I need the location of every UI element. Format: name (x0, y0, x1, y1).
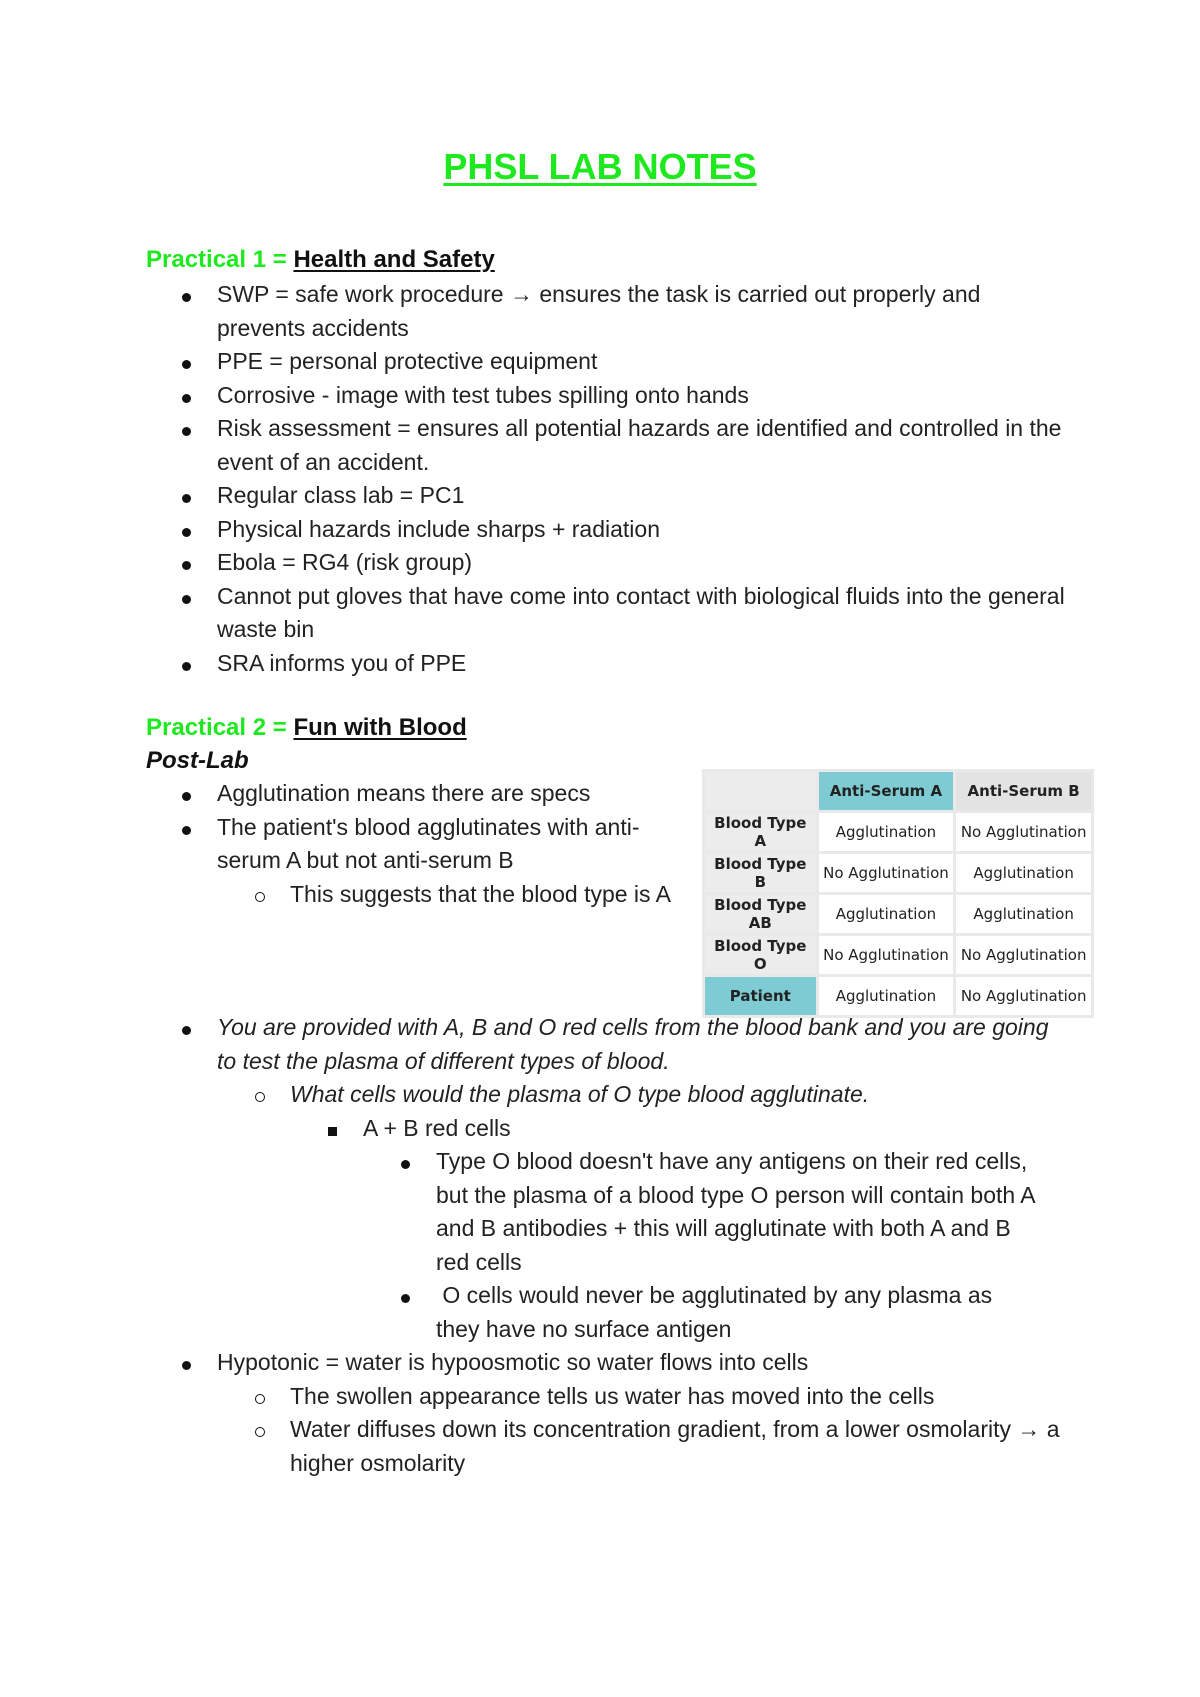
practical-2-list-a (146, 777, 686, 911)
table-cell: No Agglutination (819, 854, 954, 892)
practical-1-topic: Health and Safety (293, 246, 495, 273)
row-header: Blood Type AB (705, 895, 816, 933)
practical-2-prefix: Practical 2 = (146, 714, 294, 741)
list-item: Corrosive - image with test tubes spilling onto hands (146, 379, 1066, 413)
table-corner-cell (705, 772, 816, 810)
table-cell: No Agglutination (956, 936, 1091, 974)
column-header: Anti-Serum A (819, 772, 954, 810)
list-item: Agglutination means there are specs (146, 777, 686, 811)
list-item: You are provided with A, B and O red cells from the blood bank and you are going to test the plasma of different types of blood. (146, 1011, 1066, 1078)
table-row (705, 813, 1091, 851)
table-row (705, 936, 1091, 974)
practical-1-list (146, 278, 1066, 680)
table-row (705, 854, 1091, 892)
table-row (705, 977, 1091, 1015)
list-item: A + B red cells (146, 1112, 1066, 1146)
table-row (705, 895, 1091, 933)
list-item: SWP = safe work procedure → ensures the task is carried out properly and prevents accidents (146, 278, 1066, 345)
post-lab-subheading: Post-Lab (146, 747, 249, 774)
list-item: Hypotonic = water is hypoosmotic so water flows into cells (146, 1346, 1066, 1380)
table-cell: Agglutination (819, 977, 954, 1015)
list-item: The patient's blood agglutinates with anti-serum A but not anti-serum B (146, 811, 686, 878)
list-item: SRA informs you of PPE (146, 647, 1066, 681)
list-item: Ebola = RG4 (risk group) (146, 546, 1066, 580)
practical-2-list-b (146, 1011, 1066, 1480)
list-item: What cells would the plasma of O type blood agglutinate. (146, 1078, 1066, 1112)
practical-1-prefix: Practical 1 = (146, 246, 294, 273)
table-cell: No Agglutination (956, 977, 1091, 1015)
table-cell: Agglutination (819, 813, 954, 851)
list-item: Regular class lab = PC1 (146, 479, 1066, 513)
list-item: Risk assessment = ensures all potential hazards are identified and controlled in the event of an accident. (146, 412, 1066, 479)
page-title: PHSL LAB NOTES (443, 146, 757, 187)
row-header: Blood Type O (705, 936, 816, 974)
row-header: Blood Type A (705, 813, 816, 851)
practical-1-heading (146, 246, 495, 274)
blood-type-table (702, 769, 1094, 1018)
table-cell: Agglutination (956, 854, 1091, 892)
list-item: Physical hazards include sharps + radiation (146, 513, 1066, 547)
list-item: PPE = personal protective equipment (146, 345, 1066, 379)
table-cell: Agglutination (819, 895, 954, 933)
table-cell: No Agglutination (819, 936, 954, 974)
table-header-row (705, 772, 1091, 810)
row-header: Patient (705, 977, 816, 1015)
table-cell: No Agglutination (956, 813, 1091, 851)
list-item: O cells would never be agglutinated by any plasma as they have no surface antigen (146, 1279, 1066, 1346)
list-item: The swollen appearance tells us water has moved into the cells (146, 1380, 1066, 1414)
list-item: This suggests that the blood type is A (146, 878, 686, 912)
list-item: Type O blood doesn't have any antigens on their red cells, but the plasma of a blood type O person will contain both A and B antibodies + this will agglutinate with both A and B red cells (146, 1145, 1066, 1279)
practical-2-topic: Fun with Blood (293, 714, 467, 741)
table-cell: Agglutination (956, 895, 1091, 933)
column-header: Anti-Serum B (956, 772, 1091, 810)
practical-2-heading (146, 714, 467, 742)
list-item: Water diffuses down its concentration gradient, from a lower osmolarity → a higher osmolarity (146, 1413, 1066, 1480)
list-item: Cannot put gloves that have come into contact with biological fluids into the general waste bin (146, 580, 1066, 647)
row-header: Blood Type B (705, 854, 816, 892)
